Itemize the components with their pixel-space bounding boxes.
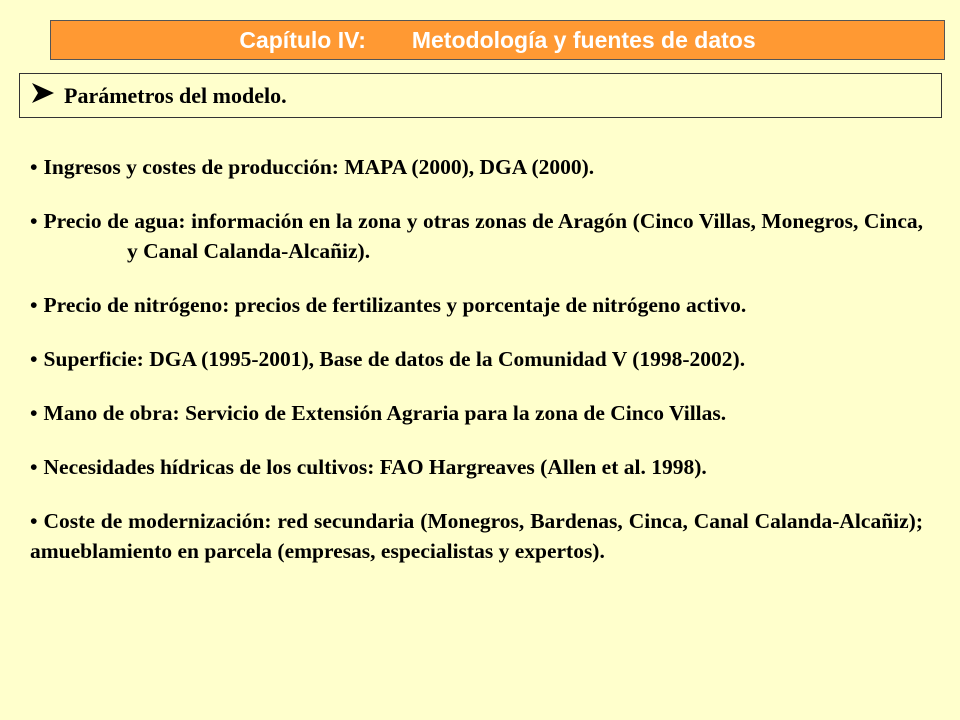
list-item <box>30 398 923 428</box>
chapter-label: Capítulo IV: <box>239 26 366 53</box>
list-item-text: Necesidades hídricas de los cultivos: FAO Hargreaves (Allen et al. 1998). <box>43 455 707 479</box>
list-item <box>30 506 923 566</box>
section-header <box>19 73 942 118</box>
bullet-glyph: • <box>30 293 38 317</box>
bullet-list <box>30 152 923 590</box>
list-item <box>30 290 923 320</box>
arrowhead-bullet-icon <box>32 83 54 103</box>
bullet-glyph: • <box>30 347 38 371</box>
list-item-text: Superficie: DGA (1995-2001), Base de datos de la Comunidad V (1998-2002). <box>43 347 746 371</box>
list-item-text: Mano de obra: Servicio de Extensión Agraria para la zona de Cinco Villas. <box>43 401 727 425</box>
chapter-title-bar <box>50 20 945 60</box>
section-title: Parámetros del modelo. <box>64 82 287 108</box>
list-item <box>30 206 923 266</box>
bullet-glyph: • <box>30 401 38 425</box>
bullet-glyph: • <box>30 509 38 533</box>
bullet-glyph: • <box>30 209 38 233</box>
list-item-text: Precio de agua: información en la zona y otras zonas de Aragón (Cinco Villas, Monegros, Cinca, y Canal Calanda-Alcañiz). <box>43 209 923 263</box>
bullet-glyph: • <box>30 155 38 179</box>
chapter-title: Metodología y fuentes de datos <box>411 26 756 53</box>
list-item <box>30 152 923 182</box>
list-item-text: Ingresos y costes de producción: MAPA (2000), DGA (2000). <box>43 155 595 179</box>
list-item <box>30 344 923 374</box>
list-item <box>30 452 923 482</box>
list-item-text: Precio de nitrógeno: precios de fertilizantes y porcentaje de nitrógeno activo. <box>43 293 747 317</box>
bullet-glyph: • <box>30 455 38 479</box>
list-item-text: Coste de modernización: red secundaria (Monegros, Bardenas, Cinca, Canal Calanda-Alcañiz); amueblamiento en parcela (empresas, especialistas y expertos). <box>30 509 923 563</box>
